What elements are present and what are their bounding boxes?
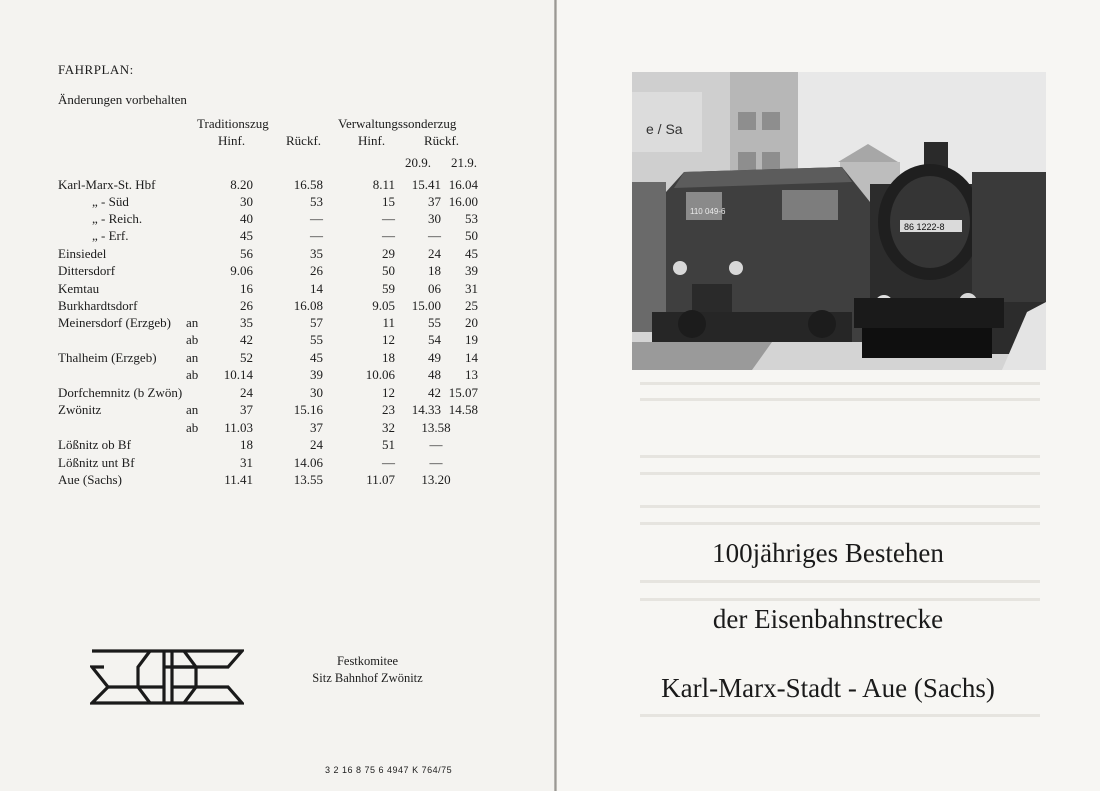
timetable-row xyxy=(0,297,555,314)
station-name: Zwönitz xyxy=(58,402,102,417)
station-name: Dorfchemnitz (b Zwön) xyxy=(58,385,183,400)
time-traditionszug-rueck: 35 xyxy=(310,246,323,261)
time-verwaltung-hin: 18 xyxy=(382,350,395,365)
time-traditionszug-hin: 9.06 xyxy=(230,263,253,278)
time-traditionszug-hin: 31 xyxy=(240,455,253,470)
time-traditionszug-hin: 35 xyxy=(240,315,253,330)
arrival-departure-label: an xyxy=(186,315,199,330)
bleed-through-line xyxy=(640,382,1040,385)
time-verwaltung-rueck-21-9: 39 xyxy=(465,263,478,278)
timetable-row xyxy=(0,349,555,366)
timetable-row xyxy=(0,280,555,297)
time-traditionszug-rueck: 14.06 xyxy=(293,455,323,470)
print-code: 3 2 16 8 75 6 4947 K 764/75 xyxy=(325,765,453,775)
station-name: Kemtau xyxy=(58,281,100,296)
timetable-row xyxy=(0,314,555,331)
timetable-row xyxy=(0,419,555,436)
header-hinfahrt-2: Hinf. xyxy=(358,133,386,148)
time-verwaltung-hin: 9.05 xyxy=(372,298,395,313)
time-verwaltung-rueck-20-9: 24 xyxy=(428,246,441,261)
time-verwaltung-rueck-21-9: 25 xyxy=(465,298,478,313)
time-verwaltung-hin: — xyxy=(382,228,395,243)
time-verwaltung-rueck-21-9: 16.04 xyxy=(448,177,478,192)
time-traditionszug-hin: 52 xyxy=(240,350,253,365)
cover-title-line-3: Karl-Marx-Stadt - Aue (Sachs) xyxy=(661,673,995,703)
time-verwaltung-rueck-21-9: 16.00 xyxy=(448,194,478,209)
station-name: Burkhardtsdorf xyxy=(58,298,138,313)
station-name: Einsiedel xyxy=(58,246,107,261)
time-traditionszug-rueck: 24 xyxy=(310,437,323,452)
time-verwaltung-hin: 8.11 xyxy=(372,177,395,192)
arrival-departure-label: ab xyxy=(186,367,199,382)
time-verwaltung-rueck: — xyxy=(429,455,443,470)
station-name: Thalheim (Erzgeb) xyxy=(58,350,157,365)
timetable-row xyxy=(0,210,555,227)
bleed-through-line xyxy=(640,580,1040,583)
timetable-row xyxy=(0,262,555,279)
time-verwaltung-hin: 32 xyxy=(382,420,395,435)
building-sign: e / Sa xyxy=(646,121,683,137)
time-traditionszug-hin: 30 xyxy=(240,194,253,209)
arrival-departure-label: an xyxy=(186,350,199,365)
timetable-note: Änderungen vorbehalten xyxy=(58,92,187,107)
cover-title-line-2: der Eisenbahnstrecke xyxy=(712,604,944,634)
time-verwaltung-rueck-21-9: 50 xyxy=(465,228,478,243)
header-date-1: 20.9. xyxy=(405,155,431,170)
time-verwaltung-hin: 15 xyxy=(382,194,395,209)
bleed-through-line xyxy=(640,455,1040,458)
time-traditionszug-hin: 10.14 xyxy=(223,367,253,382)
time-verwaltung-rueck-20-9: 06 xyxy=(428,281,441,296)
timetable-row xyxy=(0,366,555,383)
time-verwaltung-rueck-21-9: 13 xyxy=(465,367,478,382)
header-rueckfahrt-2: Rückf. xyxy=(424,133,460,148)
time-verwaltung-hin: 11 xyxy=(382,315,395,330)
time-verwaltung-hin: 23 xyxy=(382,402,395,417)
time-traditionszug-rueck: 16.08 xyxy=(293,298,323,313)
time-verwaltung-rueck-20-9: 48 xyxy=(428,367,441,382)
time-traditionszug-rueck: 39 xyxy=(310,367,323,382)
time-traditionszug-rueck: 57 xyxy=(310,315,323,330)
time-traditionszug-rueck: 14 xyxy=(310,281,323,296)
time-verwaltung-hin: 12 xyxy=(382,332,395,347)
timetable-row xyxy=(0,176,555,193)
time-verwaltung-hin: 29 xyxy=(382,246,395,261)
time-traditionszug-rueck: 26 xyxy=(310,263,323,278)
time-traditionszug-hin: 18 xyxy=(240,437,253,452)
komitee-name: Festkomitee xyxy=(336,654,399,668)
header-verwaltungssonderzug: Verwaltungssonderzug xyxy=(338,116,457,131)
arrival-departure-label: ab xyxy=(186,332,199,347)
time-traditionszug-rueck: — xyxy=(310,228,323,243)
time-verwaltung-rueck-20-9: 14.33 xyxy=(411,402,441,417)
time-verwaltung-hin: — xyxy=(382,455,395,470)
timetable-row xyxy=(0,245,555,262)
header-rueckfahrt-1: Rückf. xyxy=(286,133,322,148)
time-traditionszug-hin: 45 xyxy=(240,228,253,243)
timetable-row xyxy=(0,401,555,418)
time-traditionszug-rueck: 37 xyxy=(310,420,323,435)
time-verwaltung-rueck-21-9: 53 xyxy=(465,211,478,226)
time-verwaltung-rueck-20-9: 42 xyxy=(428,385,441,400)
time-traditionszug-hin: 16 xyxy=(240,281,253,296)
timetable-title: FAHRPLAN: xyxy=(58,62,134,77)
time-traditionszug-hin: 42 xyxy=(240,332,253,347)
time-verwaltung-rueck-20-9: 30 xyxy=(428,211,441,226)
time-verwaltung-hin: 59 xyxy=(382,281,395,296)
time-verwaltung-hin: 51 xyxy=(382,437,395,452)
loco-right-number: 86 1222-8 xyxy=(904,222,945,232)
time-verwaltung-rueck-21-9: 14 xyxy=(465,350,478,365)
time-traditionszug-rueck: — xyxy=(310,211,323,226)
station-name: Dittersdorf xyxy=(58,263,116,278)
time-traditionszug-rueck: 15.16 xyxy=(293,402,323,417)
timetable-row xyxy=(0,193,555,210)
time-verwaltung-rueck-20-9: — xyxy=(428,228,441,243)
timetable-row xyxy=(0,454,555,471)
time-traditionszug-hin: 8.20 xyxy=(230,177,253,192)
time-verwaltung-rueck: 13.58 xyxy=(421,420,451,435)
time-verwaltung-hin: 50 xyxy=(382,263,395,278)
time-traditionszug-hin: 26 xyxy=(240,298,253,313)
time-verwaltung-rueck-20-9: 18 xyxy=(428,263,441,278)
komitee-seat: Sitz Bahnhof Zwönitz xyxy=(312,671,423,685)
bleed-through-line xyxy=(640,505,1040,508)
station-name: Aue (Sachs) xyxy=(58,472,122,487)
bleed-through-line xyxy=(640,522,1040,525)
time-verwaltung-rueck-20-9: 15.00 xyxy=(411,298,441,313)
arrival-departure-label: an xyxy=(186,402,199,417)
time-traditionszug-rueck: 53 xyxy=(310,194,323,209)
time-traditionszug-hin: 11.03 xyxy=(224,420,253,435)
time-verwaltung-hin: 11.07 xyxy=(366,472,395,487)
time-verwaltung-rueck-21-9: 19 xyxy=(465,332,478,347)
header-date-2: 21.9. xyxy=(451,155,477,170)
time-verwaltung-rueck: 13.20 xyxy=(421,472,451,487)
time-verwaltung-rueck-21-9: 20 xyxy=(465,315,478,330)
station-name: „ - Reich. xyxy=(92,211,143,226)
station-name: Lößnitz ob Bf xyxy=(58,437,131,452)
time-verwaltung-rueck-21-9: 14.58 xyxy=(448,402,478,417)
time-verwaltung-rueck-20-9: 55 xyxy=(428,315,441,330)
time-traditionszug-hin: 24 xyxy=(240,385,253,400)
timetable-row xyxy=(0,227,555,244)
bleed-through-line xyxy=(640,598,1040,601)
time-verwaltung-rueck-20-9: 54 xyxy=(428,332,441,347)
station-name: Lößnitz unt Bf xyxy=(58,455,135,470)
station-name: Meinersdorf (Erzgeb) xyxy=(58,315,171,330)
time-verwaltung-rueck: — xyxy=(429,437,443,452)
time-verwaltung-hin: — xyxy=(382,211,395,226)
station-name: „ - Süd xyxy=(92,194,129,209)
loco-left-number: 110 049-6 xyxy=(690,207,726,216)
time-verwaltung-rueck-21-9: 31 xyxy=(465,281,478,296)
timetable-row xyxy=(0,331,555,348)
station-name: Karl-Marx-St. Hbf xyxy=(58,177,156,192)
station-name: „ - Erf. xyxy=(92,228,129,243)
time-traditionszug-rueck: 55 xyxy=(310,332,323,347)
time-verwaltung-rueck-20-9: 49 xyxy=(428,350,441,365)
time-traditionszug-rueck: 13.55 xyxy=(293,472,323,487)
locomotives-photo xyxy=(632,72,1046,370)
time-traditionszug-hin: 11.41 xyxy=(224,472,253,487)
timetable-row xyxy=(0,384,555,401)
time-verwaltung-rueck-21-9: 45 xyxy=(465,246,478,261)
time-traditionszug-rueck: 16.58 xyxy=(293,177,323,192)
header-hinfahrt-1: Hinf. xyxy=(218,133,246,148)
bleed-through-line xyxy=(640,398,1040,401)
time-verwaltung-rueck-20-9: 15.41 xyxy=(411,177,441,192)
bleed-through-line xyxy=(640,472,1040,475)
time-traditionszug-rueck: 30 xyxy=(310,385,323,400)
time-traditionszug-hin: 37 xyxy=(240,402,253,417)
deutsche-reichsbahn-logo xyxy=(90,646,244,708)
header-traditionszug: Traditionszug xyxy=(197,116,269,131)
bleed-through-line xyxy=(640,714,1040,717)
timetable-row xyxy=(0,471,555,488)
time-verwaltung-hin: 12 xyxy=(382,385,395,400)
time-traditionszug-rueck: 45 xyxy=(310,350,323,365)
time-verwaltung-hin: 10.06 xyxy=(365,367,395,382)
arrival-departure-label: ab xyxy=(186,420,199,435)
time-verwaltung-rueck-20-9: 37 xyxy=(428,194,441,209)
time-traditionszug-hin: 40 xyxy=(240,211,253,226)
timetable-row xyxy=(0,436,555,453)
time-verwaltung-rueck-21-9: 15.07 xyxy=(448,385,478,400)
time-traditionszug-hin: 56 xyxy=(240,246,253,261)
cover-title-line-1: 100jähriges Bestehen xyxy=(712,538,944,568)
